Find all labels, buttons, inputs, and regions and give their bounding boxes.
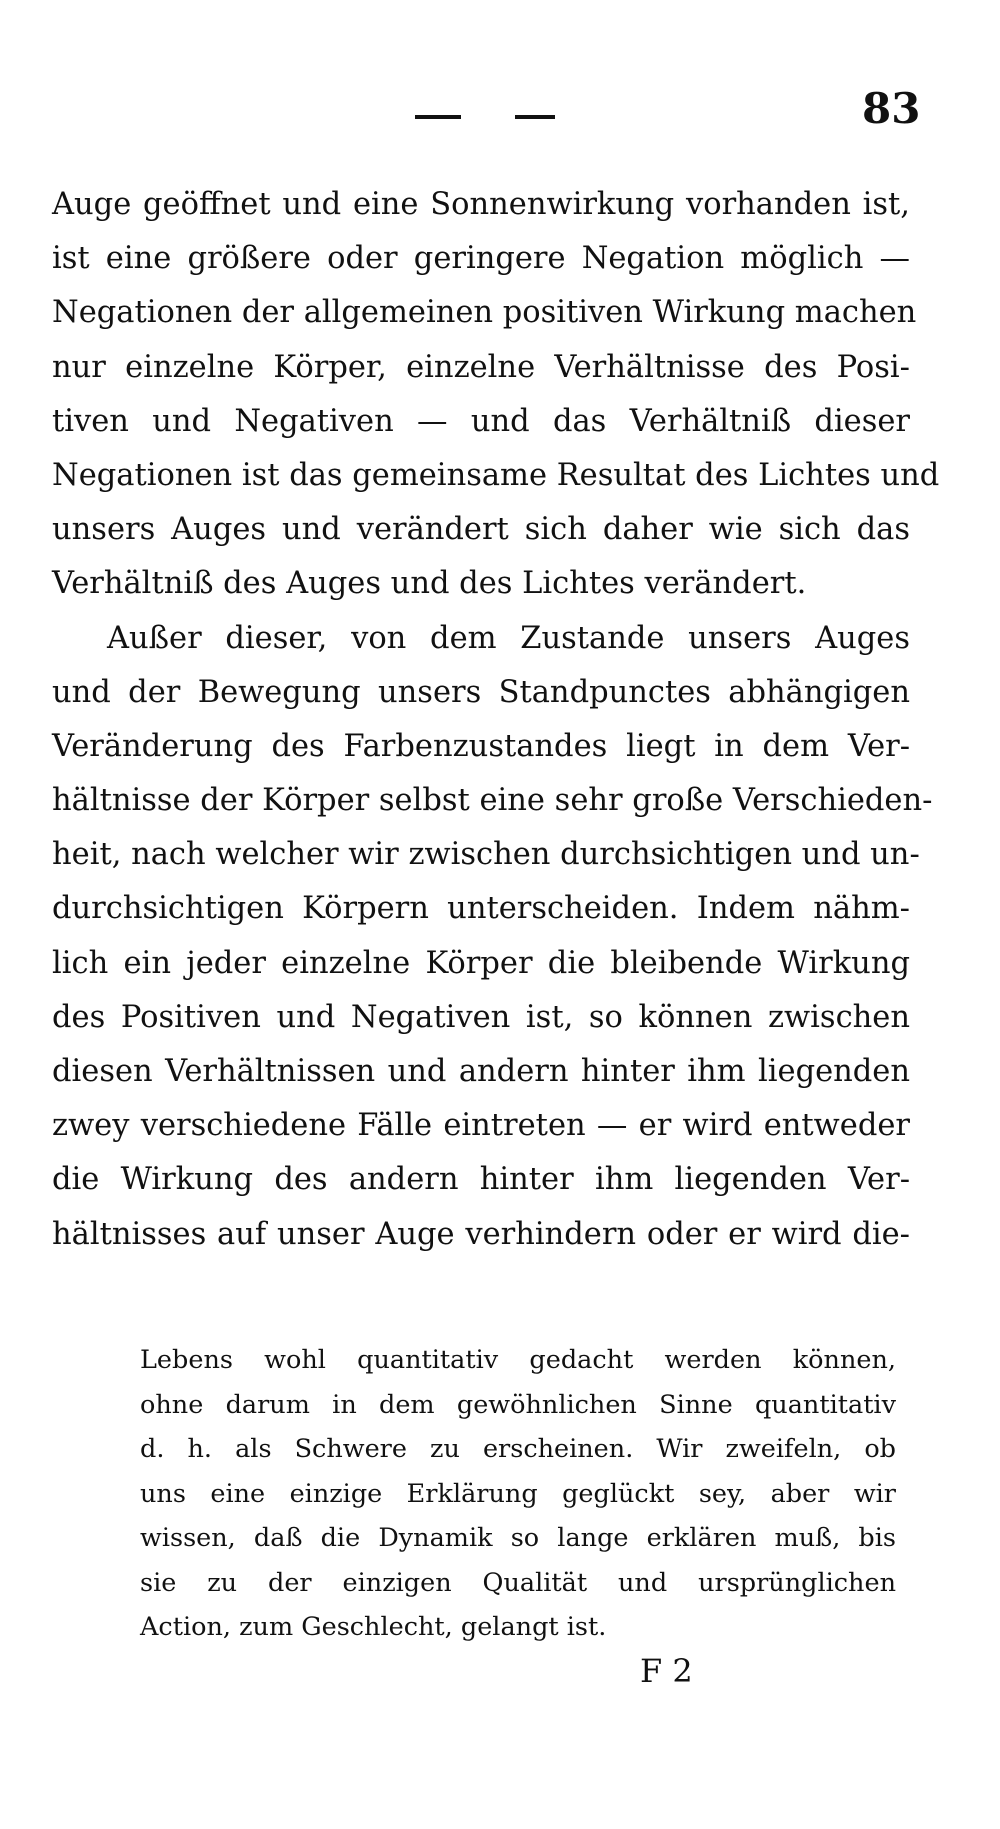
text-line: und der Bewegung unsers Standpunctes abhängigen — [52, 674, 910, 710]
text-line: unsers Auges und verändert sich daher wie sich das — [52, 512, 910, 548]
text-line: diesen Verhältnissen und andern hinter ihm liegenden — [52, 1054, 910, 1089]
text-line: nur einzelne Körper, einzelne Verhältnisse des Posi- — [52, 349, 910, 385]
footnote-line: wissen, daß die Dynamik so lange erklären muß, bis — [140, 1523, 896, 1553]
main-text-block — [52, 178, 940, 1262]
footnote-line: d. h. als Schwere zu erscheinen. Wir zweifeln, ob — [140, 1434, 896, 1464]
text-line: hältnisse der Körper selbst eine sehr große Verschieden- — [52, 783, 933, 819]
text-line: heit, nach welcher wir zwischen durchsichtigen und un- — [52, 837, 920, 873]
text-line: die Wirkung des andern hinter ihm liegenden Ver- — [52, 1162, 910, 1198]
page-number: 83 — [862, 84, 921, 133]
signature-mark: F 2 — [640, 1652, 693, 1690]
footnote-line: Action, zum Geschlecht, gelangt ist. — [140, 1612, 607, 1642]
text-line: Auge geöffnet und eine Sonnenwirkung vorhanden ist, — [52, 187, 910, 222]
header-rule-left — [415, 115, 461, 119]
footnote-line: Lebens wohl quantitativ gedacht werden können, — [140, 1345, 896, 1375]
text-line: des Positiven und Negativen ist, so können zwischen — [52, 999, 910, 1035]
text-line: Außer dieser, von dem Zustande unsers Auges — [107, 620, 910, 656]
header-rule-right — [515, 115, 555, 119]
text-line: Verhältniß des Auges und des Lichtes verändert. — [52, 566, 807, 602]
text-line: durchsichtigen Körpern unterscheiden. Indem nähm- — [52, 891, 910, 927]
text-line: hältnisses auf unser Auge verhindern oder er wird die- — [52, 1216, 910, 1252]
footnote-line: ohne darum in dem gewöhnlichen Sinne quantitativ — [140, 1389, 896, 1420]
footnote-line: uns eine einzige Erklärung geglückt sey, aber wir — [140, 1478, 896, 1509]
text-line: Veränderung des Farbenzustandes liegt in dem Ver- — [52, 728, 910, 764]
footnote-block — [140, 1338, 896, 1650]
text-line: lich ein jeder einzelne Körper die bleibende Wirkung — [52, 945, 910, 981]
text-line: tiven und Negativen — und das Verhältniß dieser — [52, 403, 910, 439]
text-line: Negationen ist das gemeinsame Resultat des Lichtes und — [52, 457, 940, 493]
text-line: zwey verschiedene Fälle eintreten — er wird entweder — [52, 1108, 910, 1144]
text-line: ist eine größere oder geringere Negation möglich — — [52, 241, 910, 277]
text-line: Negationen der allgemeinen positiven Wirkung machen — [52, 295, 917, 331]
footnote-line: sie zu der einzigen Qualität und ursprünglichen — [140, 1567, 896, 1598]
